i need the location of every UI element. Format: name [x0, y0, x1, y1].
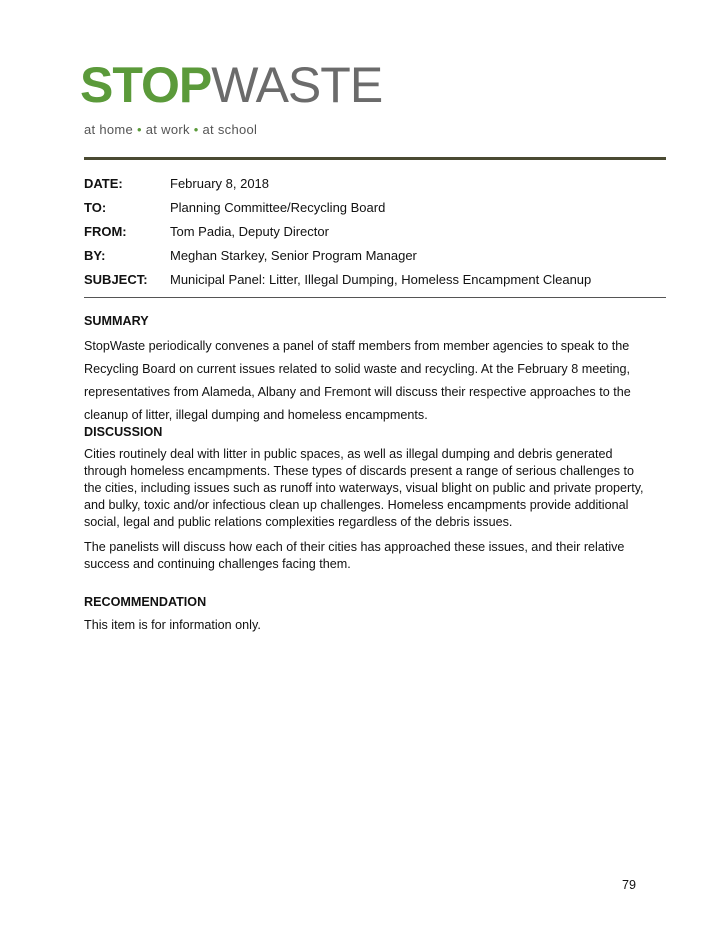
summary-text: StopWaste periodically convenes a panel of staff members from member agencies to speak to the Recycling Board on current issues related to solid waste and recycling. At the February 8 meeting, representatives from Alameda, Albany and Fremont will discuss their respective approaches to the cleanup of litter, illegal dumping and homeless encampments. — [84, 339, 631, 422]
from-value: Tom Padia, Deputy Director — [170, 224, 329, 239]
discussion-paragraph-1: Cities routinely deal with litter in public spaces, as well as illegal dumping and debris generated through homeless encampments. These types of discards present a range of serious challenges to the cities, including issues such as runoff into waterways, visual blight on public and private property, and bulky, toxic and/or infectious clean up challenges. Homeless encampments provide additional social, legal and public relations complexities regardless of the debris issues. — [84, 447, 644, 529]
date-value: February 8, 2018 — [170, 176, 270, 191]
recommendation-heading: RECOMMENDATION — [84, 595, 207, 609]
summary-heading: SUMMARY — [84, 314, 149, 328]
from-label: FROM: — [84, 224, 127, 239]
memo-divider — [84, 297, 666, 298]
recommendation-text: This item is for information only. — [84, 618, 261, 632]
page-number: 79 — [621, 878, 636, 892]
logo-wordmark: STOPWASTE — [80, 57, 383, 113]
recommendation-section — [84, 594, 644, 638]
to-label: TO: — [84, 200, 107, 215]
summary-section — [84, 313, 644, 433]
logo-tagline: at home • at work • at school — [84, 122, 258, 137]
date-label: DATE: — [84, 176, 123, 191]
subject-label: SUBJECT: — [84, 272, 148, 287]
to-value: Planning Committee/Recycling Board — [170, 200, 386, 215]
by-value: Meghan Starkey, Senior Program Manager — [170, 248, 417, 263]
discussion-paragraph-2: The panelists will discuss how each of their cities has approached these issues, and their relative success and continuing challenges facing them. — [84, 540, 625, 571]
stopwaste-logo — [80, 56, 383, 142]
header-divider — [84, 157, 666, 160]
discussion-section — [84, 424, 644, 581]
by-label: BY: — [84, 248, 106, 263]
subject-value: Municipal Panel: Litter, Illegal Dumping, Homeless Encampment Cleanup — [170, 272, 592, 287]
discussion-heading: DISCUSSION — [84, 425, 163, 439]
